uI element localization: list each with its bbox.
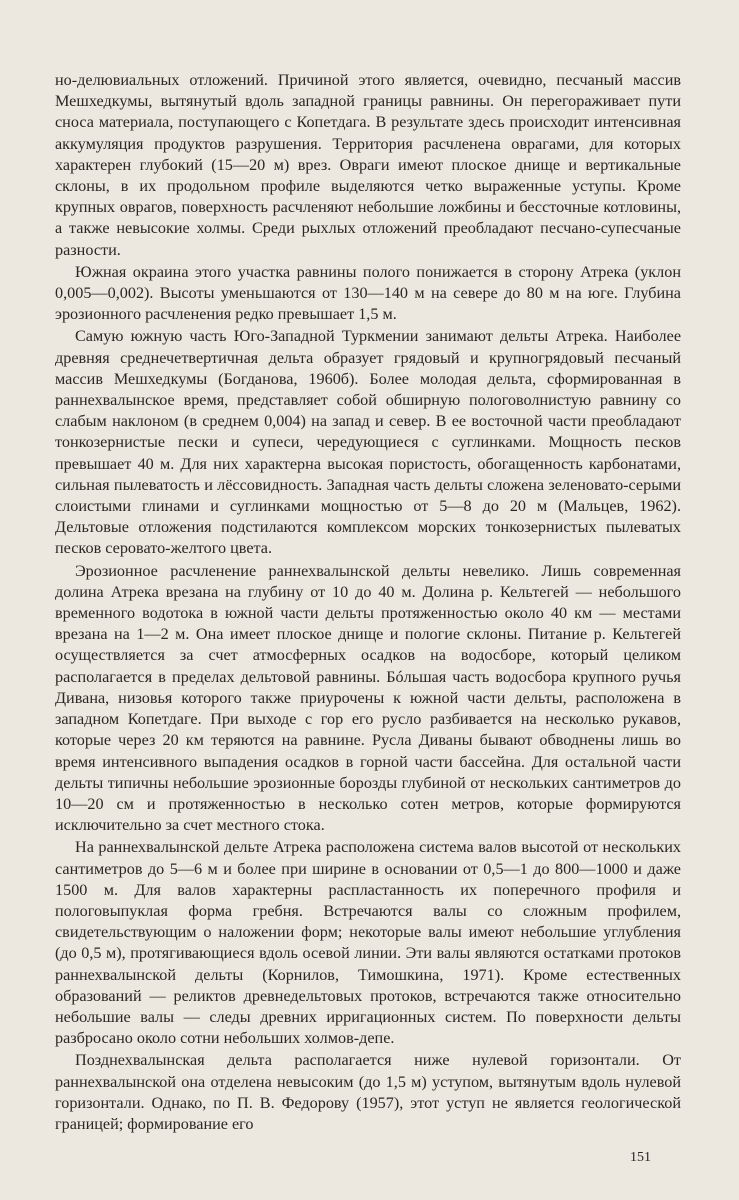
paragraph-2: Южная окраина этого участка равнины полого понижается в сторону Атрека (уклон 0,005—0,002). Высоты уменьшаются от 130—140 м на севере до 80 м на юге. Глубина эрозионного расчленения редко превышает 1,5 м. [55,262,681,324]
page-number: 151 [630,1150,651,1165]
page-body [55,70,681,1135]
paragraph-4: Эрозионное расчленение раннехвалынской дельты невелико. Лишь современная долина Атрека врезана на глубину от 10 до 40 м. Долина р. Кельтегей — небольшого временного водотока в южной части дельты протяженностью около 40 км — местами врезана на 1—2 м. Она имеет плоское днище и пологие склоны. Питание р. Кельтегей осуществляется за счет атмосферных осадков на водосборе, который целиком располагается в пределах дельтовой равнины. Бóльшая часть водосбора крупного ручья Дивана, низовья которого также приурочены к южной части дельты, расположена в западном Копетдаге. При выходе с гор его русло разбивается на несколько рукавов, которые через 20 км теряются на равнине. Русла Диваны бывают обводнены лишь во время интенсивного выпадения осадков в горной части бассейна. Для остальной части дельты типичны небольшие эрозионные борозды глубиной от нескольких сантиметров до 10—20 см и протяженностью в несколько сотен метров, которые формируются исключительно за счет местного стока. [55,561,681,835]
paragraph-6: Позднехвалынская дельта располагается ниже нулевой горизонтали. От раннехвалынской она отделена невысоким (до 1,5 м) уступом, вытянутым вдоль нулевой горизонтали. Однако, по П. В. Федорову (1957), этот уступ не является геологической границей; формирование его [55,1051,681,1133]
paragraph-3: Самую южную часть Юго-Западной Туркмении занимают дельты Атрека. Наиболее древняя среднечетвертичная дельта образует грядовый и крупногрядовый песчаный массив Мешхедкумы (Богданова, 1960б). Более молодая дельта, сформированная в раннехвалынское время, представляет собой обширную пологоволнистую равнину со слабым наклоном (в среднем 0,004) на запад и север. В ее восточной части преобладают тонкозернистые пески и супеси, чередующиеся с суглинками. Мощность песков превышает 40 м. Для них характерна высокая пористость, обогащенность карбонатами, сильная пылеватость и лёссовидность. Западная часть дельты сложена зеленовато-серыми слоистыми глинами и суглинками мощностью от 5—8 до 20 м (Мальцев, 1962). Дельтовые отложения подстилаются комплексом морских тонкозернистых пылеватых песков серовато-желтого цвета. [55,327,681,558]
paragraph-5: На раннехвалынской дельте Атрека расположена система валов высотой от нескольких сантиметров до 5—6 м и более при ширине в основании от 0,5—1 до 800—1000 и даже 1500 м. Для валов характерны распластанность их поперечного профиля и пологовыпуклая форма гребня. Встречаются валы со сложным профилем, свидетельствующим о наложении форм; некоторые валы имеют небольшие углубления (до 0,5 м), протягивающиеся вдоль осевой линии. Эти валы являются остатками протоков раннехвалынской дельты (Корнилов, Тимошкина, 1971). Кроме естественных образований — реликтов древнедельтовых протоков, встречаются также относительно небольшие валы — следы древних ирригационных систем. По поверхности дельты разбросано около сотни небольших холмов-депе. [55,838,681,1048]
paragraph-1: но-делювиальных отложений. Причиной этого является, очевидно, песчаный массив Мешхедкумы, вытянутый вдоль западной границы равнины. Он перегораживает пути сноса материала, поступающего с Копетдага. В результате здесь происходит интенсивная аккумуляция продуктов разрушения. Территория расчленена оврагами, для которых характерен глубокий (15—20 м) врез. Овраги имеют плоское днище и вертикальные склоны, в их продольном профиле выделяются четко выраженные уступы. Кроме крупных оврагов, поверхность расчленяют небольшие ложбины и бессточные котловины, а также невысокие холмы. Среди рыхлых отложений преобладают песчано-супесчаные разности. [55,71,681,259]
